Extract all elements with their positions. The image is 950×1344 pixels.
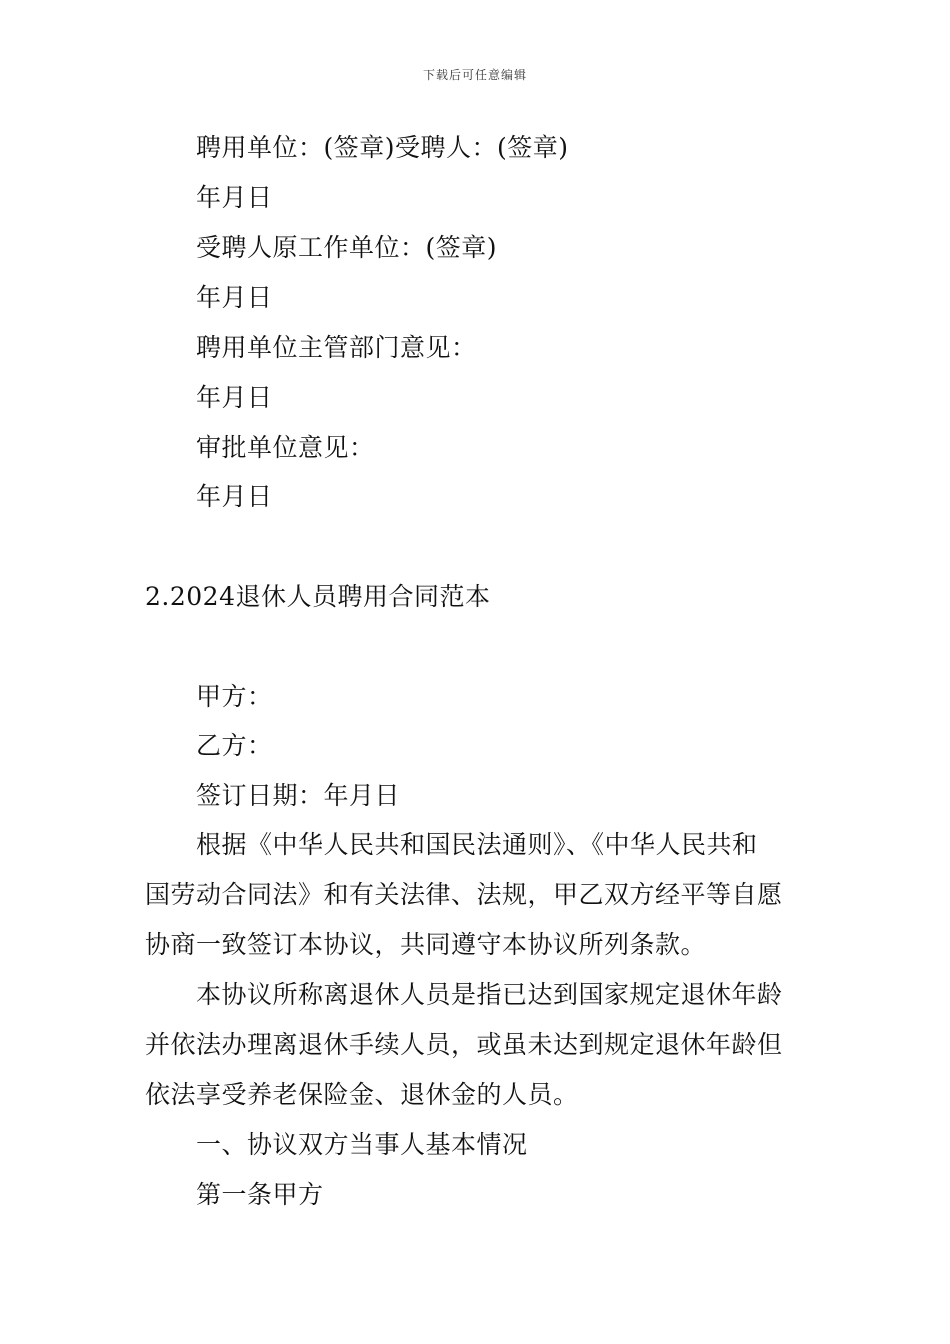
paragraph-line: 并依法办理离退休手续人员，或虽未达到规定退休年龄但 <box>145 1030 783 1059</box>
paragraph-line: 协商一致签订本协议，共同遵守本协议所列条款。 <box>145 930 707 959</box>
date-line: 年月日 <box>196 383 273 412</box>
section-heading: 一、协议双方当事人基本情况 <box>196 1130 528 1159</box>
paragraph-line: 本协议所称离退休人员是指已达到国家规定退休年龄 <box>196 980 783 1009</box>
sign-date-line: 签订日期：年月日 <box>196 781 401 810</box>
supervisor-opinion-line: 聘用单位主管部门意见： <box>196 333 477 362</box>
page-header: 下载后可任意编辑 <box>422 68 527 82</box>
date-line: 年月日 <box>196 283 273 312</box>
approval-opinion-line: 审批单位意见： <box>196 433 375 462</box>
paragraph-line: 依法享受养老保险金、退休金的人员。 <box>145 1080 579 1109</box>
party-b-line: 乙方： <box>196 731 273 760</box>
party-a-line: 甲方： <box>196 682 273 711</box>
date-line: 年月日 <box>196 183 273 212</box>
section-title: 2.2024退休人员聘用合同范本 <box>145 582 491 611</box>
original-employer-line: 受聘人原工作单位：(签章) <box>196 233 498 262</box>
paragraph-line: 国劳动合同法》和有关法律、法规，甲乙双方经平等自愿 <box>145 880 783 909</box>
signature-line: 聘用单位：(签章)受聘人：(签章) <box>196 133 569 162</box>
article-heading: 第一条甲方 <box>196 1180 324 1209</box>
paragraph-line: 根据《中华人民共和国民法通则》、《中华人民共和 <box>196 830 758 859</box>
date-line: 年月日 <box>196 482 273 511</box>
